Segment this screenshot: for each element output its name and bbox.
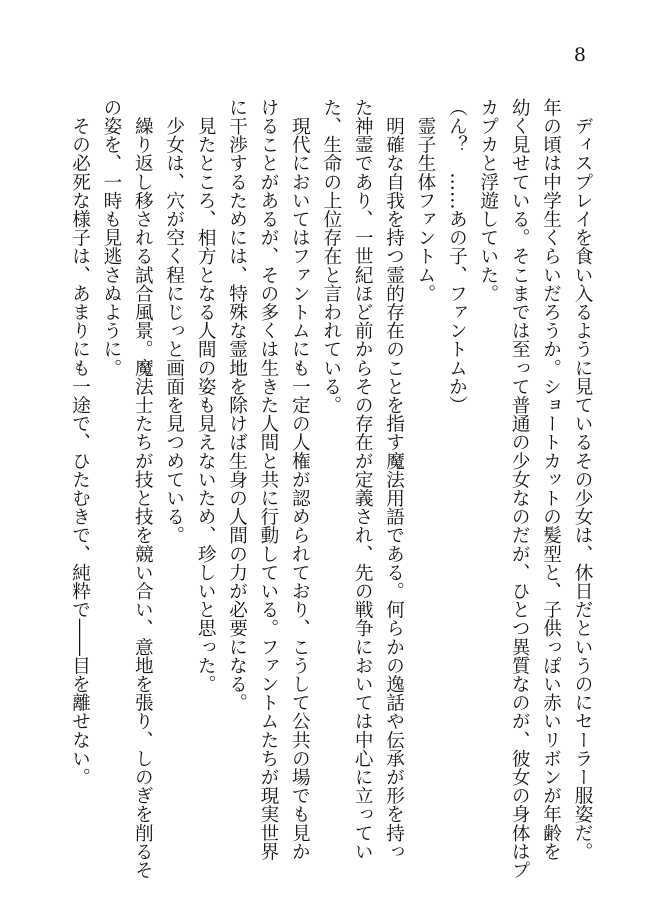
text-line: 明確な自我を持つ霊的存在のことを指す魔法用語である。何らかの逸話や伝承が形を持っ xyxy=(383,98,405,861)
text-line: に干渉するためには、特殊な霊地を除けば生身の人間の力が必要になる。 xyxy=(226,98,248,712)
page-number: 8 xyxy=(573,44,586,66)
text-line: 少女は、穴が空く程にじっと画面を見つめている。 xyxy=(163,98,185,545)
text-line: 見たところ、相方となる人間の姿も見えないため、珍しいと思った。 xyxy=(195,98,217,694)
text-line: ディスプレイを食い入るように見ているその少女は、休日だというのにセーラー服姿だ。 xyxy=(572,98,593,861)
text-line: た神霊であり、一世紀ほど前からその存在が定義され、先の戦争においては中心に立ってい xyxy=(352,98,374,861)
text-line: 幼く見せている。そこまでは至って普通の少女なのだが、ひとつ異質なのが、彼女の身体はプ xyxy=(509,98,531,880)
text-line: その必死な様子は、あまりにも一途で、ひたむきで、純粋で――目を離せない。 xyxy=(69,98,91,787)
text-line: けることがあるが、その多くは生きた人間と共に行動している。ファントムたちが現実世界 xyxy=(257,98,279,861)
text-line: 現代においてはファントムにも一定の人権が認められており、こうして公共の場でも見か xyxy=(289,98,311,861)
text-line: カプカと浮遊していた。 xyxy=(477,98,499,303)
text-line: （ん？ ……あの子、ファントムか） xyxy=(446,98,468,415)
vertical-text-body xyxy=(64,98,598,880)
text-line: 年の頃は中学生くらいだろうか。ショートカットの髪型と、子供っぽい赤いリボンが年齢を xyxy=(540,98,562,861)
text-line: 霊子生体ファントム。 xyxy=(414,98,436,303)
text-line: た、生命の上位存在と言われている。 xyxy=(320,98,342,415)
text-line: の姿を、一時も見逃さぬように。 xyxy=(100,98,122,377)
text-line: 繰り返し移される試合風景。魔法士たちが技と技を競い合い、意地を張り、しのぎを削るそ xyxy=(132,98,154,880)
